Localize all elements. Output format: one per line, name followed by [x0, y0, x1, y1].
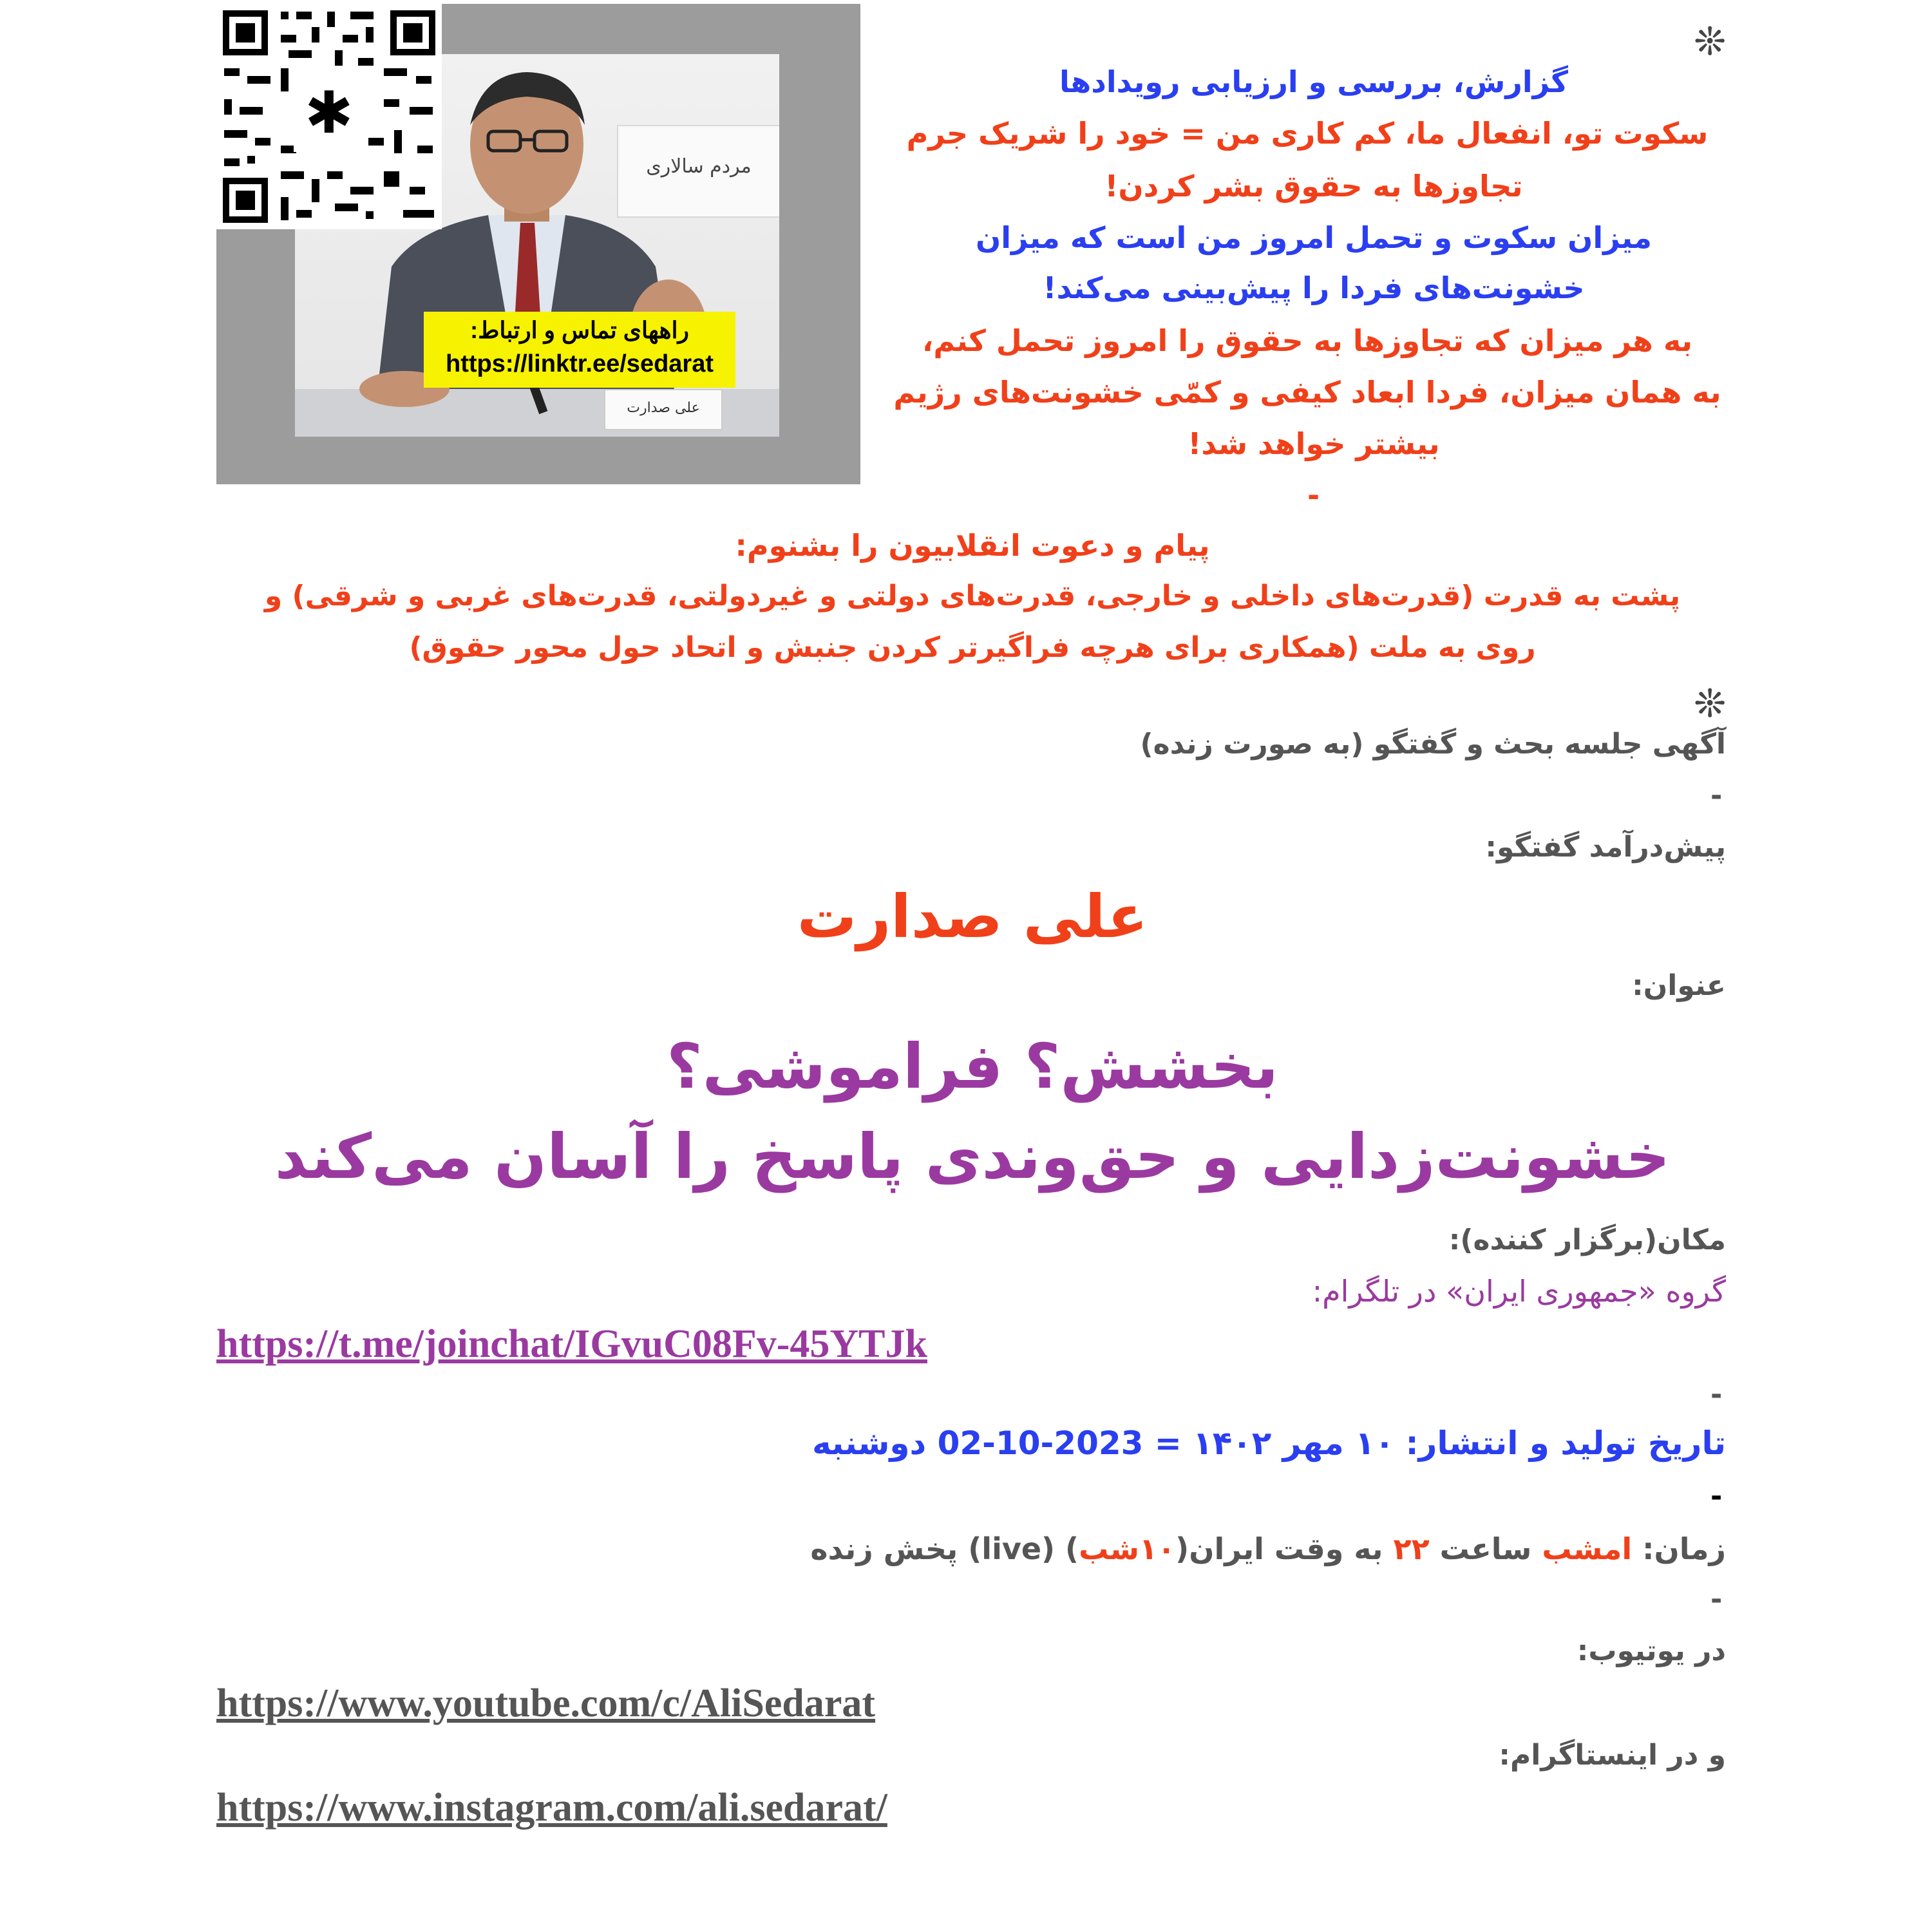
intro-line-4: میزان سکوت و تحمل امروز من است که میزان	[975, 220, 1653, 255]
svg-text:✱: ✱	[305, 79, 354, 147]
intro-line-11: روی به ملت (همکاری برای هرچه فراگیرتر کردن جنبش و اتحاد حول محور حقوق)	[409, 631, 1536, 664]
speaker-name: علی صدارت	[797, 882, 1148, 951]
dash-2: -	[1710, 1378, 1723, 1411]
time-10pm: ۱۰شب	[1079, 1531, 1176, 1566]
time-text	[219, 1531, 1726, 1566]
intro-line-1: گزارش، بررسی و ارزیابی رویدادها	[1059, 64, 1568, 99]
youtube-label: در یوتیوب:	[1577, 1634, 1726, 1667]
dash-3: -	[1710, 1480, 1723, 1513]
intro-line-2: سکوت تو، انفعال ما، کم کاری من = خود را شریک جرم	[906, 116, 1709, 151]
instagram-label: و در اینستاگرام:	[1499, 1739, 1726, 1772]
contact-box	[424, 312, 735, 388]
wall-sign-text: مردم سالاری	[646, 155, 752, 178]
intro-line-3: تجاوزها به حقوق بشر کردن!	[1104, 169, 1523, 204]
title-line-1: بخشش؟ فراموشی؟	[666, 1030, 1279, 1103]
nameplate-text: علی صدارت	[627, 400, 700, 416]
title-label: عنوان:	[1632, 969, 1726, 1002]
intro-line-7: به همان میزان، فردا ابعاد کیفی و کمّی خشونت‌های رژیم	[893, 375, 1721, 410]
time-hour: ۲۲	[1393, 1531, 1430, 1566]
time-tonight: امشب	[1542, 1531, 1633, 1566]
nameplate	[604, 389, 723, 430]
time-prefix: زمان:	[1632, 1531, 1726, 1566]
qr-code	[216, 4, 442, 229]
intro-line-8: بیشتر خواهد شد!	[1188, 426, 1440, 461]
intro-line-6: به هر میزان که تجاوزها به حقوق را امروز تحمل کنم،	[922, 323, 1693, 358]
notice-text: آگهی جلسه بحث و گفتگو (به صورت زنده)	[1140, 728, 1726, 761]
dash-1: -	[1710, 779, 1723, 812]
star-divider-1: ❊	[1694, 19, 1727, 64]
place-label: مکان(برگزار کننده):	[1448, 1224, 1726, 1256]
time-mid: به وقت ایران(	[1175, 1531, 1394, 1566]
intro-line-9: پیام و دعوت انقلابیون را بشنوم:	[735, 528, 1210, 563]
group-text: گروه «جمهوری ایران» در تلگرام:	[1312, 1274, 1726, 1309]
time-suffix: ) (live) پخش زنده	[810, 1531, 1079, 1566]
time-hour-label: ساعت	[1429, 1531, 1542, 1566]
youtube-link[interactable]: https://www.youtube.com/c/AliSedarat	[216, 1681, 875, 1725]
instagram-link[interactable]: https://www.instagram.com/ali.sedarat/	[216, 1786, 887, 1830]
intro-dash: -	[1307, 478, 1320, 513]
star-divider-2: ❊	[1694, 681, 1727, 726]
banner-image	[216, 4, 860, 484]
preface-label: پیش‌درآمد گفتگو:	[1485, 831, 1726, 864]
qr-code-graphic	[216, 4, 442, 229]
intro-line-10: پشت به قدرت (قدرت‌های داخلی و خارجی، قدرت‌های دولتی و غیردولتی، قدرت‌های غربی و شرقی) و	[264, 580, 1681, 612]
date-text: تاریخ تولید و انتشار: ۱۰ مهر ۱۴۰۲ = 2023-10-02 دوشنبه	[812, 1425, 1726, 1462]
title-line-2: خشونت‌زدایی و حق‌وندی پاسخ را آسان می‌کند	[274, 1121, 1671, 1193]
telegram-link[interactable]: https://t.me/joinchat/IGvuC08Fv-45YTJk	[216, 1322, 927, 1366]
contact-label: راههای تماس و ارتباط:	[470, 317, 689, 343]
contact-url[interactable]: https://linktr.ee/sedarat	[445, 350, 714, 377]
dash-4: -	[1710, 1583, 1723, 1616]
intro-line-5: خشونت‌های فردا را پیش‌بینی می‌کند!	[1043, 270, 1585, 305]
